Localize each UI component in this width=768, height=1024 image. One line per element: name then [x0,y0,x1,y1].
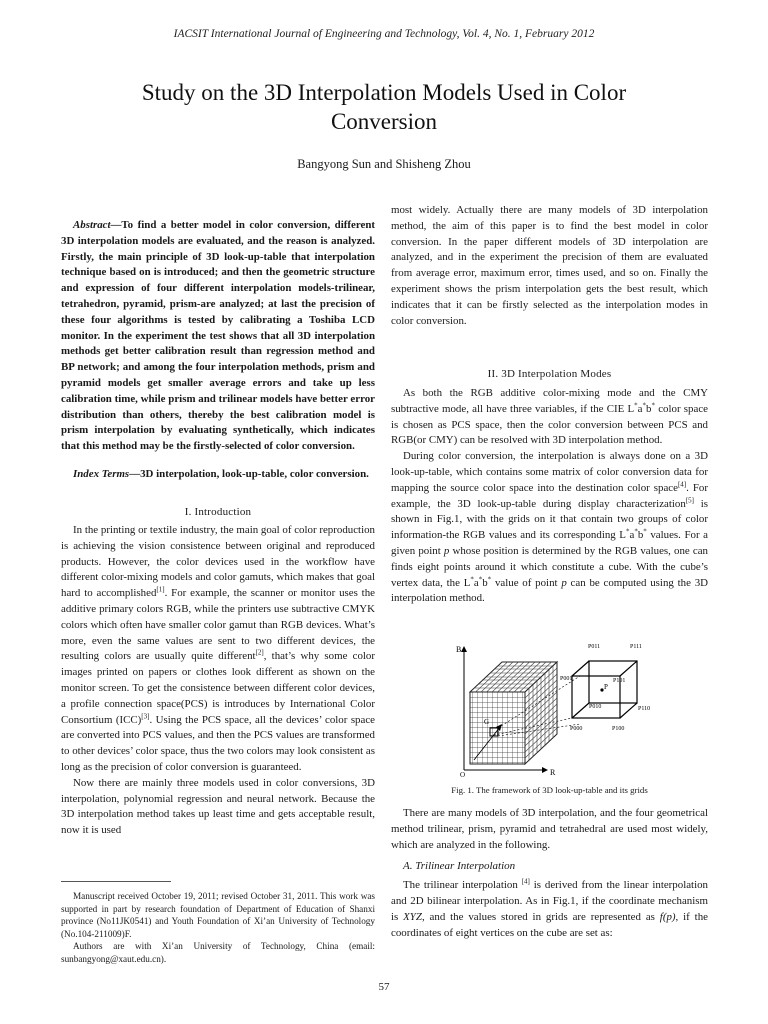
citation-5: [5] [685,495,694,504]
s2p1-text-a: As both the RGB additive color-mixing mode and the CMY subtractive mode, all have three variables, if the CIE L [391,387,708,415]
section2-paragraph-4 [391,878,708,941]
intro-text-b: . For example, the scanner or monitor uses the additive primary colors RGB, while the printers use subtractive CMYK colors which often have smaller color gamut than RGB devices. What’s more, even the same values are sent to two different devices, the resulting colors are usually quite different [61,587,375,663]
axis-g-label: G [484,718,490,726]
abstract-label: Abstract [73,219,111,231]
vertex-p100: P100 [612,726,625,732]
figure-1-caption: Fig. 1. The framework of 3D look-up-table and its grids [451,785,648,795]
section-2-body [391,386,708,607]
section2-paragraph-3: There are many models of 3D interpolation, and the four geometrical method trilinear, prism, pyramid and tetrahedral are used most widely, which are analyzed in the following. [391,807,708,851]
citation-2: [2] [255,648,264,657]
sup-star: * [634,401,638,410]
vertex-p101: P101 [613,678,626,684]
title-line-2: Conversion [330,109,438,134]
a-letter: a [473,576,479,589]
s2p2-text-b: . For example, the 3D look-up-table during display characterization [391,481,708,510]
s2p2-text-g: can be computed using the 3D interpolation method. [391,576,709,605]
citation-4b: [4] [521,877,530,886]
footnote [61,890,375,966]
a-letter: a [629,529,635,542]
s2p2-text-c: is shown in Fig.1, with the grids on it that contain two groups of color information-the RGB values and its corresponding L [391,497,708,542]
s2p4-text-b: is derived from the linear interpolation and 2D bilinear interpolation. As in Fig.1, if the coordinate mechanism is [391,879,709,923]
var-p: p [561,576,567,589]
citation-3: [3] [141,711,150,720]
abstract-text: —To find a better model in color conversion, different 3D interpolation models are evaluated, and the reason is analyzed. Firstly, the main principle of 3D look-up-table that interpolation technique based on is introduced; and then the geometric structure and expression of four different interpolation models-trilinear, tetrahedron, pyramid, prism-are analyzed; at last the precision of these four algorithms is tested by calibrating a Toshiba LCD monitor. In the experiment the test shows that all 3D interpolation methods get better calibration result than regression method and BP network; and among the four interpolation methods, prism and pyramid models get smaller average errors and take up less calibration time, while prism and trilinear models have better error distribution than others, thereby the best calibration model is prism interpolation by evaluating synthetically, which indicates that this method may be the firstly-selected of color conversion. [61,219,375,453]
vertex-p000: P000 [570,726,583,732]
s2p1-text-b: color space is chosen as PCS space, then the color conversion between PCS and RGB(or CMY) can be resolved with 3D interpolation method. [391,402,708,447]
intro-text-d: . Using the PCS space, all the devices’ color space are converted into PCS values, and then the PCS values are transformed to other devices’ color space, thus the two colors may look consistent as long as the precision of color conversion is guaranteed. [61,713,375,773]
s2p4-text-c: , and the values stored in grids are represented as [421,910,660,923]
section-2-heading: II. 3D Interpolation Modes [487,368,612,380]
sup-star: * [487,574,492,583]
s2p2-text-e: whose position is determined by the RGB values, one can finds eight points around it which constitute a cube. With the cube’s vertex data, the L [391,544,708,589]
s2p2-text-d: values. For a given point [391,529,708,557]
intro-continued [391,203,708,329]
s2p2-text-a: During color conversion, the interpolation is always done on a 3D look-up-table, which contains some matrix of color conversion data for mapping the source color space into the destination color space [391,450,708,494]
index-terms-text: —3D interpolation, look-up-table, color conversion. [129,467,369,480]
section2-paragraph-1 [391,386,708,449]
footnote-authors: Authors are with Xi’an University of Technology, China (email: sunbangyong@xaut.edu.cn). [61,941,375,964]
vertex-p110: P110 [638,706,651,712]
var-p: p [443,544,450,557]
intro-text-a: In the printing or textile industry, the main goal of color reproduction is achieving the vision consistence between original and reproduced products. However, the color devices used in the workflow have different color-mixing models and color gamuts, which makes that goal hard to accomplished [61,524,375,600]
figure-1-lut-diagram [452,632,674,778]
sup-star: * [625,527,630,536]
origin-label: O [460,771,466,778]
sup-star: * [634,527,638,536]
index-terms-label: Index Terms [73,467,130,480]
sup-star: * [651,401,655,410]
b-letter: b [637,529,644,542]
a-letter: a [637,402,643,415]
var-xyz: XYZ [403,910,422,923]
sup-star: * [643,527,647,536]
citation-4: [4] [677,480,687,489]
introduction-body [61,523,375,839]
s2p4-text-d: , if the coordinates of eight vertices on the cube are set as: [391,910,708,939]
page-number: 57 [378,981,390,993]
b-axis-arrow [461,646,467,652]
vertex-p111: P111 [630,644,642,650]
paper-title [60,78,708,136]
journal-header: IACSIT International Journal of Engineering and Technology, Vol. 4, No. 1, February 2012 [173,28,595,40]
abstract-paragraph [61,218,375,455]
axis-b-label: B [456,645,462,654]
vertex-p011: P011 [588,644,601,650]
s2p2-text-f: value of point [491,576,562,589]
vertex-p001: P001 [560,676,573,682]
section-2-body-continued [391,806,708,941]
b-letter: b [646,402,652,415]
title-line-1: Study on the 3D Interpolation Models Used in Color [141,80,627,105]
section2-paragraph-2 [391,449,708,607]
point-p-label: P [604,683,608,691]
abstract [61,218,375,483]
intro-text-c: , that’s why some color images printed on papers or clothes look different as shown on the monitor screen. To get the consistence between different color devices, a profile connection space(PCS) is introduces by International Color Consortium (ICC) [61,650,376,726]
sup-star: * [642,401,647,410]
r-axis-arrow [542,767,548,773]
sup-star: * [478,574,483,583]
var-fp: f(p) [659,910,676,923]
authors: Bangyong Sun and Shisheng Zhou [297,157,471,171]
intro-paragraph-1 [61,523,375,776]
subsection-a-heading: A. Trilinear Interpolation [403,860,516,873]
intro-paragraph-2: Now there are mainly three models used in color conversions, 3D interpolation, polynomial regression and neural network. Because the 3D interpolation method takes up least time and gets acceptable result, now it is used [61,776,375,837]
index-terms [61,467,375,483]
axis-r-label: R [550,768,556,777]
footnote-divider [61,881,171,882]
section-1-heading: I. Introduction [184,506,252,518]
vertex-p010: P010 [589,704,602,710]
citation-1: [1] [156,585,165,594]
sup-star: * [470,574,474,583]
footnote-manuscript: Manuscript received October 19, 2011; revised October 31, 2011. This work was supported in part by research foundation of Department of Education of Shanxi province (No11JK0541) and Youth Foundation of Xi’an University of Technology (No.104-211009)F. [61,891,375,939]
s2p4-text-a: The trilinear interpolation [403,879,522,892]
b-letter: b [482,576,488,589]
intro-paragraph-3: most widely. Actually there are many models of 3D interpolation method, the aim of this paper is to find the best model in color conversion. In the paper different models of 3D interpolation are analyzed, and in the experiment the precision of them are evaluated from average error, maximum error, times used, and so on. Finally the experiment shows the prism interpolation gets the best result, which indicates that it can be firstly selected as the interpolation modes in color conversion. [391,204,708,327]
